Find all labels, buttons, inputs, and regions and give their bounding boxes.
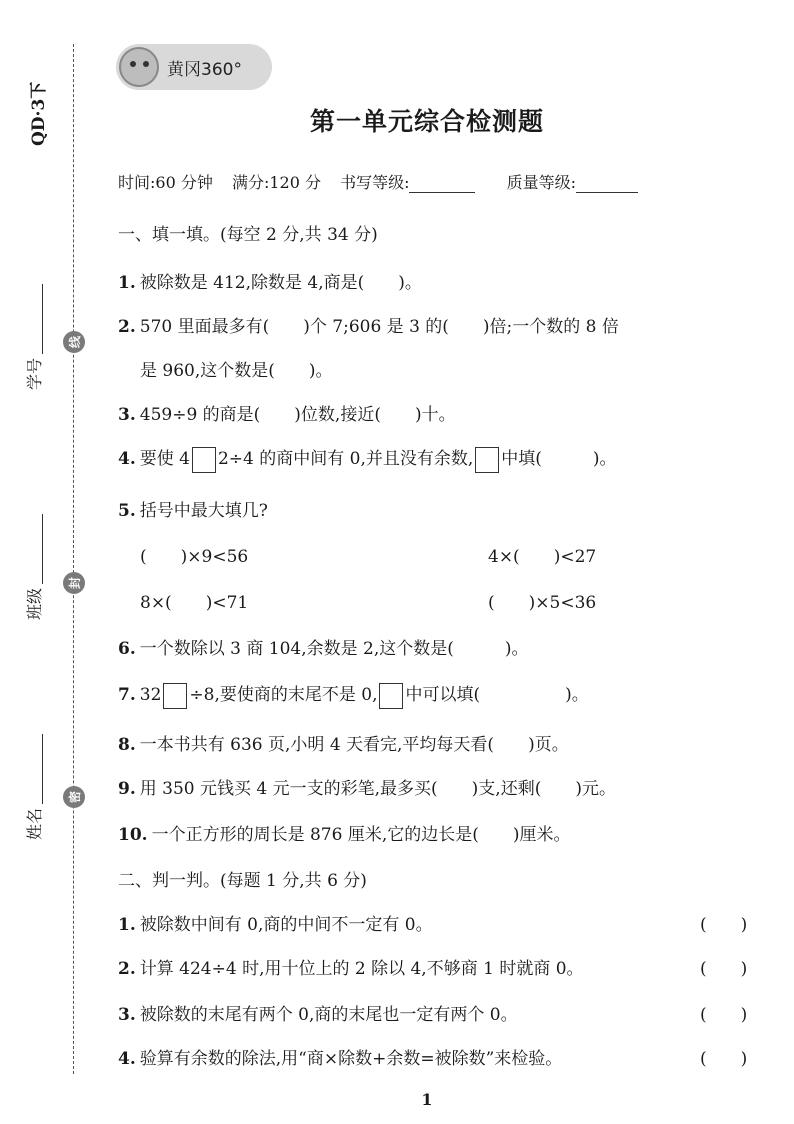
- question-number: 8.: [118, 735, 136, 755]
- full-score: 满分:120 分: [231, 173, 321, 192]
- answer-paren[interactable]: ( ): [700, 1049, 748, 1069]
- section2-heading: 二、判一判。(每题 1 分,共 6 分): [118, 871, 367, 891]
- question-number: 10.: [118, 825, 148, 845]
- question-number: 9.: [118, 779, 136, 799]
- writing-grade-label: 书写等级:: [340, 173, 410, 192]
- mascot-icon: [119, 47, 159, 87]
- question-number: 1.: [118, 273, 136, 293]
- class-blank[interactable]: [28, 514, 43, 584]
- class-label: 班级: [25, 587, 44, 620]
- question-8: [118, 730, 569, 755]
- answer-paren[interactable]: ( ): [700, 959, 748, 979]
- seal-mark-line: 线: [63, 331, 85, 353]
- page-number: 1: [421, 1090, 433, 1109]
- student-number-blank[interactable]: [28, 284, 43, 354]
- question-number: 3.: [118, 405, 136, 425]
- name-field: [22, 734, 45, 840]
- question-2-continued: 是 960,这个数是( )。: [140, 361, 333, 381]
- question-1: [118, 268, 422, 293]
- exam-meta: [118, 170, 652, 193]
- question-5: [118, 496, 268, 521]
- question-text: 验算有余数的除法,用“商×除数+余数=被除数”来检验。: [139, 1049, 563, 1069]
- student-number-label: 学号: [25, 357, 44, 390]
- question-9: [118, 774, 616, 799]
- question-text: 570 里面最多有( )个 7;606 是 3 的( )倍;一个数的 8 倍: [139, 317, 619, 337]
- digit-box-reference: [475, 447, 499, 473]
- answer-paren[interactable]: ( ): [700, 1005, 748, 1025]
- answer-paren[interactable]: ( ): [700, 915, 748, 935]
- name-label: 姓名: [25, 807, 44, 840]
- judge-item-2: [118, 954, 584, 979]
- question-3: [118, 400, 456, 425]
- question-number: 3.: [118, 1005, 136, 1025]
- quality-grade-label: 质量等级:: [506, 173, 576, 192]
- q5-item-2: 4×( )<27: [488, 547, 597, 567]
- question-number: 4.: [118, 449, 136, 469]
- class-field: [22, 514, 45, 620]
- question-6: [118, 634, 529, 659]
- question-2: [118, 312, 619, 337]
- seal-mark-secret: 密: [63, 786, 85, 808]
- question-text-b: ÷8,要使商的末尾不是 0,: [189, 685, 378, 705]
- brand-logo: [116, 44, 272, 90]
- question-text-a: 32: [139, 685, 162, 705]
- time-limit: 时间:60 分钟: [118, 173, 213, 192]
- q5-item-3: 8×( )<71: [140, 593, 249, 613]
- question-text: 一本书共有 636 页,小明 4 天看完,平均每天看( )页。: [139, 735, 569, 755]
- digit-box[interactable]: [192, 447, 216, 473]
- question-4: [118, 444, 617, 473]
- question-text: 计算 424÷4 时,用十位上的 2 除以 4,不够商 1 时就商 0。: [139, 959, 584, 979]
- question-number: 7.: [118, 685, 136, 705]
- q5-item-4: ( )×5<36: [488, 593, 597, 613]
- question-text-c: 中可以填( )。: [405, 685, 589, 705]
- question-number: 1.: [118, 915, 136, 935]
- judge-item-3: [118, 1000, 518, 1025]
- student-number-field: [22, 284, 45, 390]
- question-text: 用 350 元钱买 4 元一支的彩笔,最多买( )支,还剩( )元。: [139, 779, 616, 799]
- question-text: 一个正方形的周长是 876 厘米,它的边长是( )厘米。: [151, 825, 571, 845]
- question-number: 6.: [118, 639, 136, 659]
- question-text-a: 要使 4: [139, 449, 190, 469]
- question-text: 459÷9 的商是( )位数,接近( )十。: [139, 405, 456, 425]
- question-text: 被除数中间有 0,商的中间不一定有 0。: [139, 915, 433, 935]
- question-number: 5.: [118, 501, 136, 521]
- name-blank[interactable]: [28, 734, 43, 804]
- page-title: 第一单元综合检测题: [309, 107, 544, 136]
- question-text-c: 中填( )。: [501, 449, 617, 469]
- q5-item-1: ( )×9<56: [140, 547, 249, 567]
- quality-grade-blank[interactable]: [576, 176, 638, 193]
- section1-heading: 一、填一填。(每空 2 分,共 34 分): [118, 225, 378, 245]
- binding-dashed-line: [73, 44, 74, 1074]
- question-number: 4.: [118, 1049, 136, 1069]
- question-text: 括号中最大填几?: [139, 501, 268, 521]
- question-7: [118, 680, 589, 709]
- question-text: 一个数除以 3 商 104,余数是 2,这个数是( )。: [139, 639, 529, 659]
- logo-text: 黄冈360°: [167, 59, 242, 80]
- question-number: 2.: [118, 959, 136, 979]
- writing-grade-blank[interactable]: [409, 176, 475, 193]
- judge-item-4: [118, 1044, 562, 1069]
- question-10: [118, 820, 571, 845]
- judge-item-1: [118, 910, 433, 935]
- question-number: 2.: [118, 317, 136, 337]
- question-text: 被除数是 412,除数是 4,商是( )。: [139, 273, 422, 293]
- digit-box-reference: [379, 683, 403, 709]
- edition-code: QD·3下: [29, 81, 49, 146]
- question-text: 被除数的末尾有两个 0,商的末尾也一定有两个 0。: [139, 1005, 518, 1025]
- digit-box[interactable]: [163, 683, 187, 709]
- question-text-b: 2÷4 的商中间有 0,并且没有余数,: [217, 449, 474, 469]
- seal-mark-seal: 封: [63, 572, 85, 594]
